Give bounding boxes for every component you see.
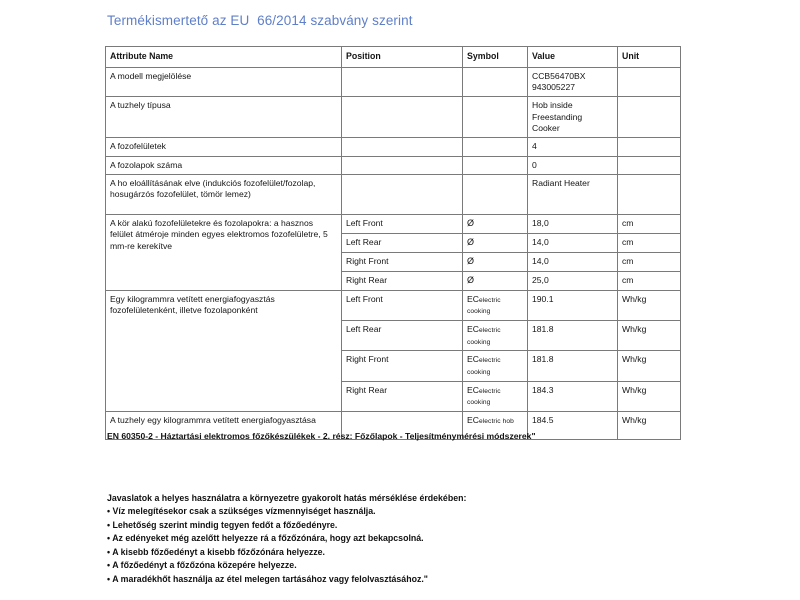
table-row — [106, 97, 681, 138]
cell-value: 184.5 — [528, 412, 618, 440]
cell-value: 181.8 — [528, 320, 618, 350]
table-body — [106, 67, 681, 440]
symbol-subscript: electric hob — [478, 418, 514, 426]
cell-value: CCB56470BX 943005227 — [528, 67, 618, 97]
cell-attribute: A modell megjelölése — [106, 67, 342, 97]
cell-unit: cm — [618, 252, 681, 271]
cell-position: Right Rear — [342, 271, 463, 290]
cell-unit — [618, 156, 681, 174]
cell-position: Left Rear — [342, 320, 463, 350]
cell-position — [342, 67, 463, 97]
cell-symbol — [463, 381, 528, 411]
cell-value: 14,0 — [528, 233, 618, 252]
cell-position: Right Front — [342, 252, 463, 271]
cell-attribute: A kör alakú fozofelületekre és fozolapokra: a hasznos felület átméroje minden egyes elektromos fozofelületre, 5 mm-re kerekítve — [106, 215, 342, 291]
cell-attribute: A fozofelületek — [106, 138, 342, 156]
cell-position: Left Front — [342, 290, 463, 320]
cell-unit — [618, 175, 681, 215]
cell-value: 181.8 — [528, 351, 618, 381]
advice-item: • Víz melegítésekor csak a szükséges vízmennyiséget használja. — [107, 506, 376, 517]
environmental-advice-block — [107, 492, 466, 586]
cell-attribute: A fozolapok száma — [106, 156, 342, 174]
cell-value: Hob inside Freestanding Cooker — [528, 97, 618, 138]
cell-unit: cm — [618, 233, 681, 252]
table-row — [106, 290, 681, 320]
cell-symbol — [463, 138, 528, 156]
cell-unit: cm — [618, 215, 681, 234]
cell-value: 4 — [528, 138, 618, 156]
cell-symbol — [463, 351, 528, 381]
cell-unit: Wh/kg — [618, 381, 681, 411]
cell-position: Right Rear — [342, 381, 463, 411]
cell-unit: cm — [618, 271, 681, 290]
cell-value: Radiant Heater — [528, 175, 618, 215]
cell-unit: Wh/kg — [618, 351, 681, 381]
table-row — [106, 215, 681, 234]
cell-value: 0 — [528, 156, 618, 174]
table-header-row — [106, 47, 681, 68]
column-header-attribute: Attribute Name — [106, 47, 342, 68]
cell-position — [342, 175, 463, 215]
standard-reference-note: EN 60350-2 - Háztartási elektromos főzőkészülékek - 2. rész: Főzőlapok - Teljesítménymérési módszerek" — [107, 431, 536, 441]
cell-unit: Wh/kg — [618, 412, 681, 440]
symbol-main: EC — [467, 293, 479, 304]
advice-item: • A kisebb főzőedényt a kisebb főzőzónára helyezze. — [107, 546, 326, 557]
cell-unit — [618, 67, 681, 97]
cell-value: 190.1 — [528, 290, 618, 320]
cell-unit — [618, 97, 681, 138]
advice-heading: Javaslatok a helyes használatra a környezetre gyakorolt hatás mérséklése érdekében: — [107, 493, 467, 503]
column-header-value: Value — [528, 47, 618, 68]
cell-attribute: Egy kilogrammra vetített energiafogyasztás fozofelületenként, illetve fozolaponként — [106, 290, 342, 412]
cell-attribute: A tuzhely egy kilogrammra vetített energiafogyasztása — [106, 412, 342, 440]
cell-position — [342, 138, 463, 156]
advice-item: • Az edényeket még azelőtt helyezze rá a főzőzónára, hogy azt bekapcsolná. — [107, 533, 424, 544]
advice-item: • A főzőedényt a főzőzóna közepére helyezze. — [107, 560, 297, 571]
table-row — [106, 138, 681, 156]
symbol-subscript: electric cooking — [467, 357, 501, 377]
cell-symbol: Ø — [463, 252, 528, 271]
table-row — [106, 175, 681, 215]
cell-symbol — [463, 156, 528, 174]
symbol-main: EC — [467, 323, 479, 334]
cell-position: Right Front — [342, 351, 463, 381]
symbol-subscript: electric cooking — [467, 326, 501, 346]
column-header-unit: Unit — [618, 47, 681, 68]
cell-unit — [618, 138, 681, 156]
symbol-main: EC — [467, 354, 479, 365]
cell-symbol: Ø — [463, 215, 528, 234]
cell-value: 14,0 — [528, 252, 618, 271]
column-header-symbol: Symbol — [463, 47, 528, 68]
symbol-subscript: electric cooking — [467, 387, 501, 407]
page-title: Termékismertető az EU 66/2014 szabvány szerint — [107, 13, 413, 28]
cell-symbol: Ø — [463, 271, 528, 290]
cell-unit: Wh/kg — [618, 290, 681, 320]
advice-item: • A maradékhőt használja az étel melegen tartásához vagy felolvasztásához." — [107, 573, 428, 584]
cell-attribute: A ho eloállításának elve (indukciós fozofelület/fozolap, hosugárzós fozofelület, tömör lemez) — [106, 175, 342, 215]
cell-symbol — [463, 67, 528, 97]
symbol-subscript: electric cooking — [467, 296, 501, 316]
symbol-main: EC — [467, 415, 479, 426]
cell-position: Left Front — [342, 215, 463, 234]
column-header-position: Position — [342, 47, 463, 68]
product-specification-table — [105, 46, 681, 440]
cell-value: 25,0 — [528, 271, 618, 290]
table-row — [106, 67, 681, 97]
cell-symbol: Ø — [463, 233, 528, 252]
cell-symbol — [463, 175, 528, 215]
cell-position — [342, 156, 463, 174]
cell-position — [342, 97, 463, 138]
cell-symbol — [463, 320, 528, 350]
cell-position: Left Rear — [342, 233, 463, 252]
cell-unit: Wh/kg — [618, 320, 681, 350]
advice-item: • Lehetőség szerint mindig tegyen fedőt a főzőedényre. — [107, 519, 338, 530]
table-row — [106, 156, 681, 174]
cell-symbol — [463, 290, 528, 320]
cell-value: 184.3 — [528, 381, 618, 411]
cell-value: 18,0 — [528, 215, 618, 234]
cell-attribute: A tuzhely típusa — [106, 97, 342, 138]
cell-symbol — [463, 97, 528, 138]
symbol-main: EC — [467, 384, 479, 395]
